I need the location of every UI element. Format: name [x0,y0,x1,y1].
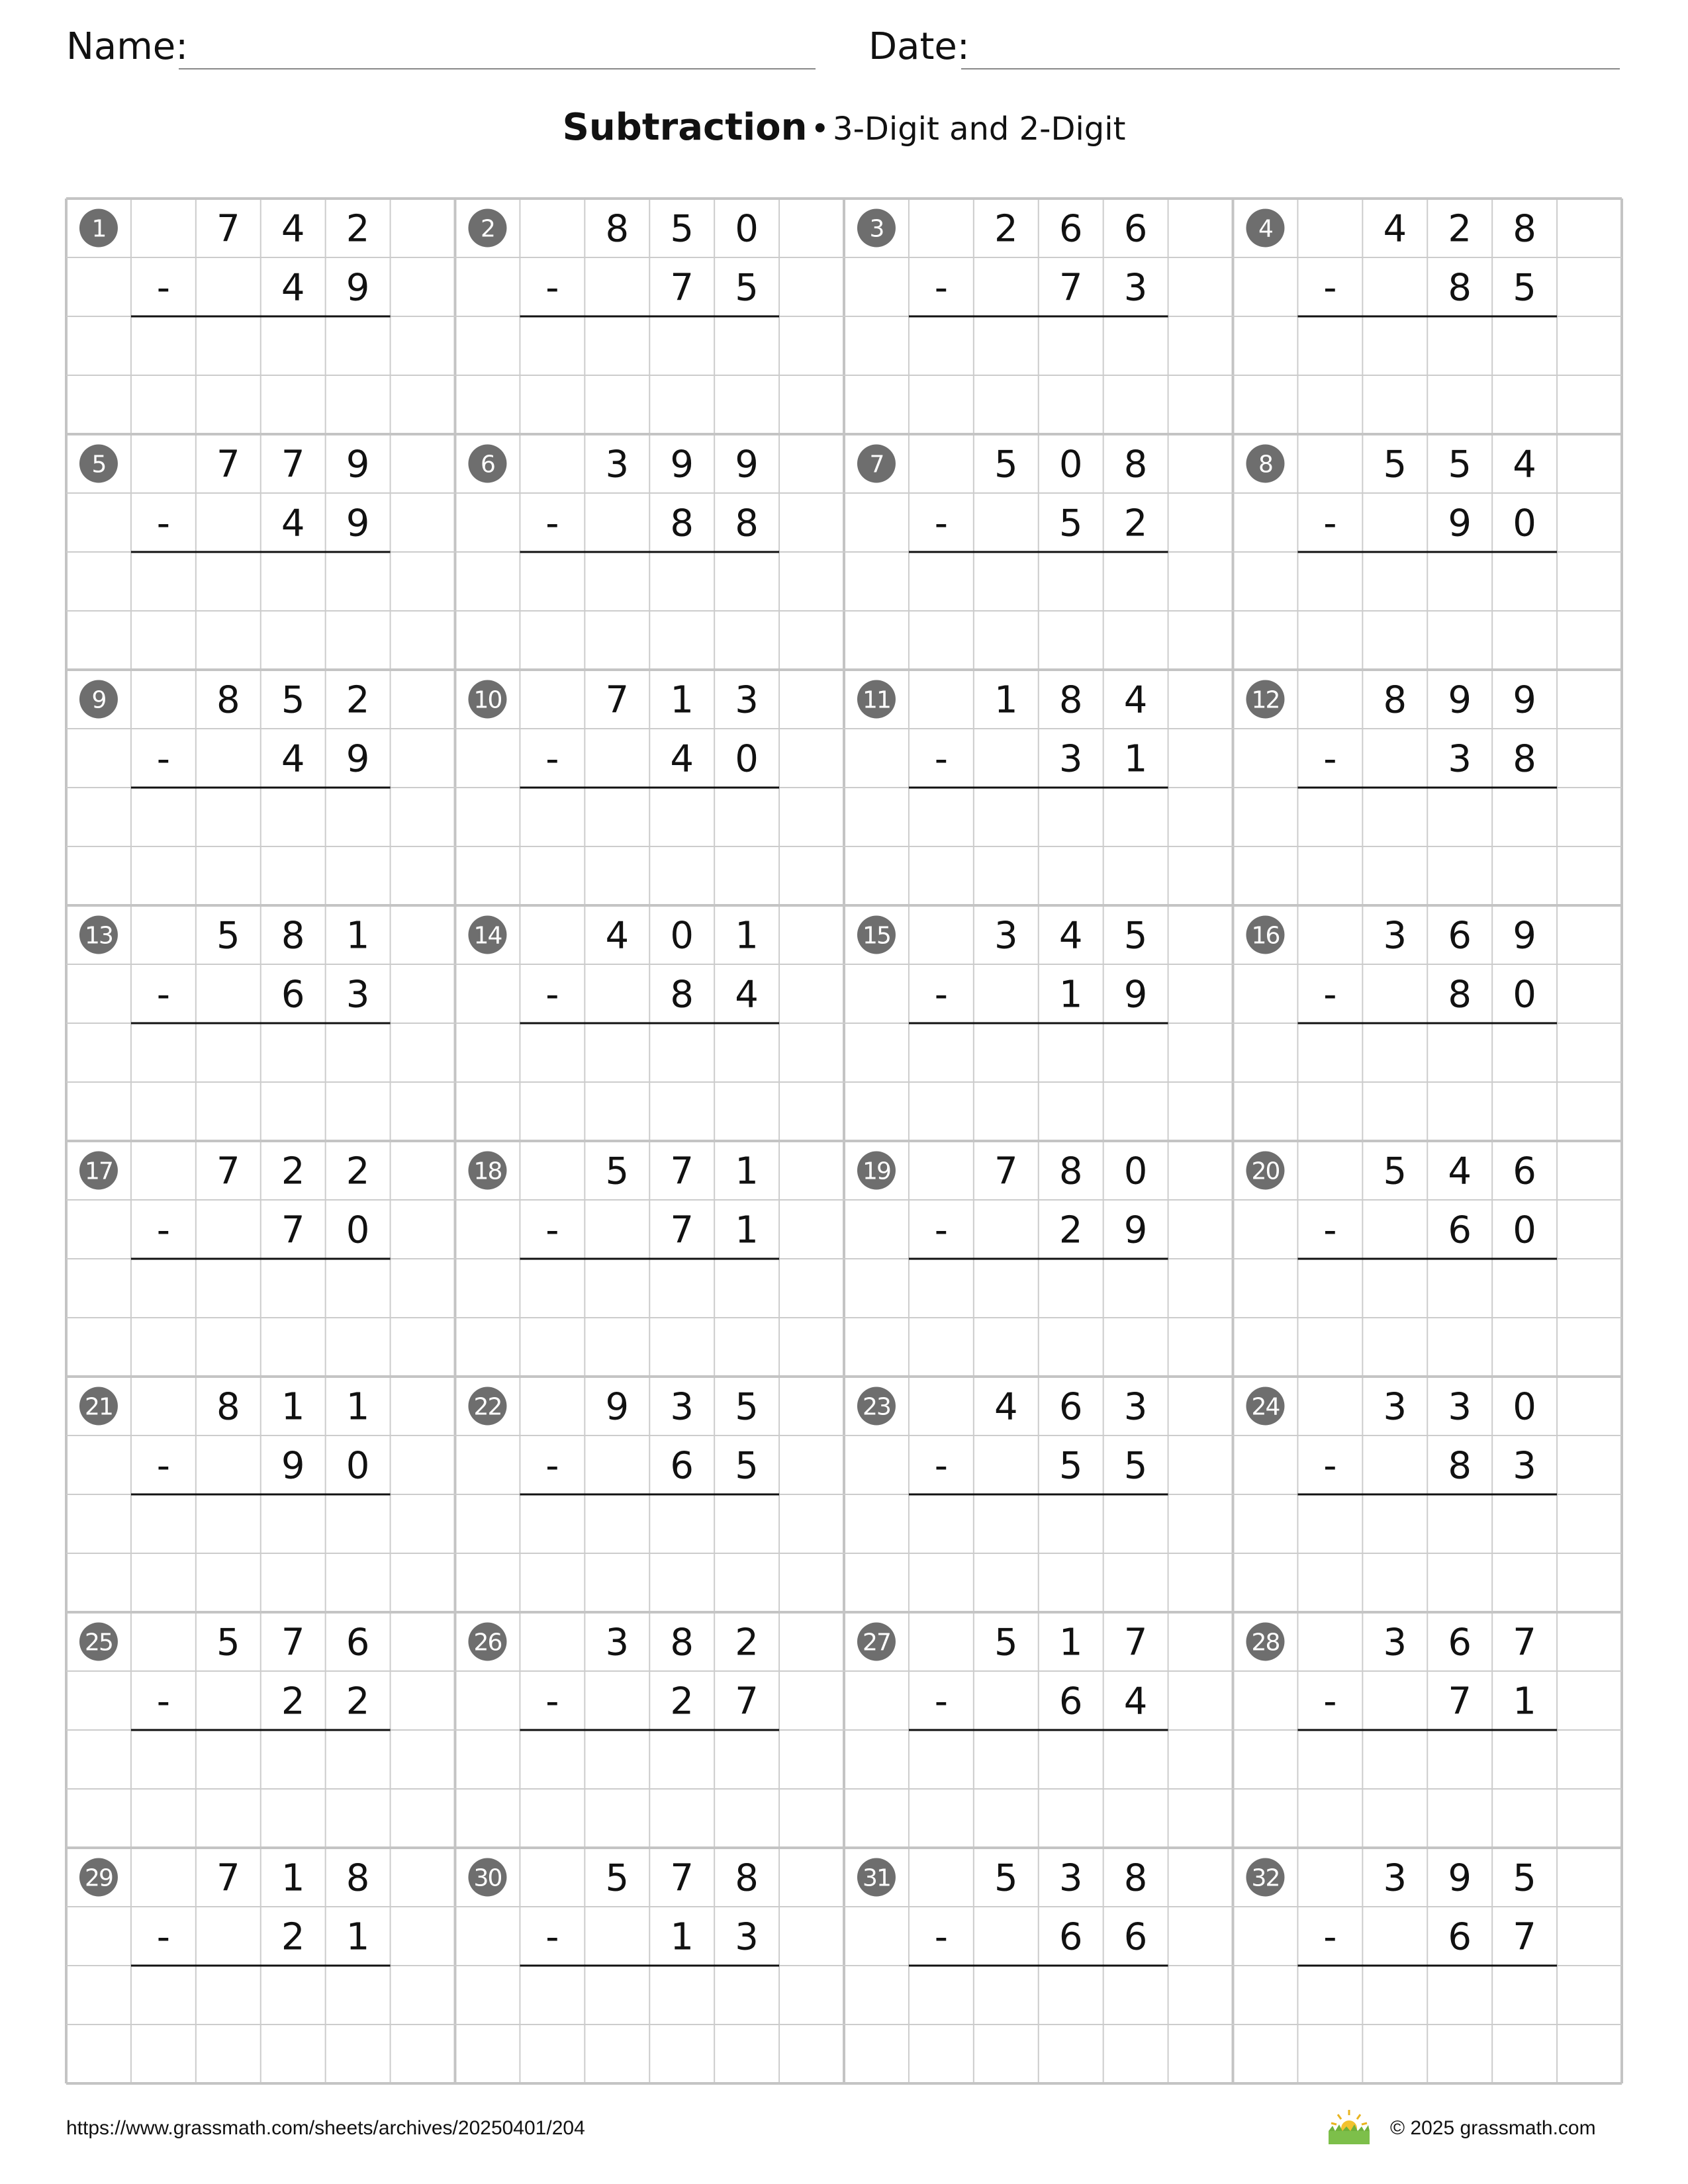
minus-sign: - [1323,1680,1337,1723]
problem-27 [857,1621,1168,1731]
minus-sign: - [934,1444,948,1488]
minus-sign: - [1323,973,1337,1017]
minus-sign: - [934,737,948,781]
subtitle-bullet: • [810,111,829,148]
minus-sign: - [156,1444,170,1488]
problem-number: 28 [1251,1629,1280,1657]
minuend-digit: 1 [670,678,694,722]
problem-number: 27 [863,1629,890,1657]
subtrahend-digit: 7 [670,266,694,310]
minus-sign: - [545,1208,559,1252]
subtrahend-digit: 4 [1123,1680,1148,1723]
minuend-digit: 2 [346,1150,370,1193]
minuend-digit: 2 [735,1621,759,1664]
minuend-digit: 6 [1513,1150,1536,1193]
problem-28 [1246,1621,1557,1731]
subtrahend-digit: 9 [346,737,370,781]
problem-number: 22 [473,1393,502,1421]
problem-26 [468,1621,779,1731]
subtrahend-digit: 3 [1123,266,1148,310]
minuend-digit: 8 [1058,678,1083,722]
subtrahend-digit: 5 [1123,1444,1148,1488]
subtrahend-digit: 2 [670,1680,694,1723]
subtrahend-digit: 7 [1058,266,1083,310]
problem-17 [79,1150,391,1259]
minus-sign: - [934,266,948,310]
minuend-digit: 0 [735,207,759,251]
subtrahend-digit: 9 [281,1444,305,1488]
problem-5 [79,443,391,553]
minuend-digit: 4 [994,1385,1018,1429]
subtrahend-digit: 9 [346,502,370,545]
minuend-digit: 9 [1448,678,1472,722]
minuend-digit: 3 [1123,1385,1148,1429]
minuend-digit: 0 [1058,443,1083,486]
minuend-digit: 3 [735,678,759,722]
minuend-digit: 5 [1383,1150,1407,1193]
minuend-digit: 3 [1383,1385,1407,1429]
subtrahend-digit: 5 [735,1444,759,1488]
problem-22 [468,1386,779,1495]
minuend-digit: 1 [346,1385,370,1429]
subtrahend-digit: 3 [735,1915,759,1959]
minuend-digit: 3 [605,443,630,486]
minuend-digit: 7 [994,1150,1018,1193]
minuend-digit: 5 [994,1621,1018,1664]
subtrahend-digit: 2 [281,1680,305,1723]
minuend-digit: 1 [346,914,370,958]
subtrahend-digit: 3 [1513,1444,1536,1488]
subtrahend-digit: 6 [1058,1680,1083,1723]
minuend-digit: 5 [216,914,240,958]
minuend-digit: 7 [216,1150,240,1193]
subtrahend-digit: 2 [1058,1208,1083,1252]
minuend-digit: 6 [1448,914,1472,958]
minuend-digit: 5 [1513,1856,1536,1900]
subtitle-text: 3-Digit and 2-Digit [833,111,1126,148]
minuend-digit: 9 [1513,678,1536,722]
minus-sign: - [934,1915,948,1959]
subtrahend-digit: 8 [1513,737,1536,781]
minuend-digit: 7 [670,1856,694,1900]
minuend-digit: 3 [670,1385,694,1429]
minuend-digit: 5 [605,1856,630,1900]
minuend-digit: 9 [1513,914,1536,958]
minuend-digit: 5 [605,1150,630,1193]
minuend-digit: 7 [281,1621,305,1664]
subtrahend-digit: 4 [735,973,759,1017]
problem-24 [1246,1386,1557,1495]
subtrahend-digit: 9 [1123,1208,1148,1252]
minuend-digit: 5 [994,443,1018,486]
subtrahend-digit: 1 [670,1915,694,1959]
subtrahend-digit: 4 [281,737,305,781]
minuend-digit: 8 [670,1621,694,1664]
minuend-digit: 2 [281,1150,305,1193]
subtrahend-digit: 4 [281,266,305,310]
problem-32 [1246,1857,1557,1966]
minuend-digit: 8 [1383,678,1407,722]
problem-29 [79,1857,391,1966]
minus-sign: - [1323,737,1337,781]
problem-number: 20 [1251,1158,1280,1185]
problem-25 [79,1621,391,1731]
problem-16 [1246,915,1557,1024]
minus-sign: - [156,973,170,1017]
minuend-digit: 5 [1383,443,1407,486]
minus-sign: - [156,1680,170,1723]
subtrahend-digit: 5 [1058,1444,1083,1488]
subtrahend-digit: 5 [1513,266,1536,310]
minus-sign: - [156,1208,170,1252]
subtrahend-digit: 8 [1448,1444,1472,1488]
subtrahend-digit: 9 [1448,502,1472,545]
problem-18 [468,1150,779,1259]
subtrahend-digit: 1 [1058,973,1083,1017]
subtrahend-digit: 6 [281,973,305,1017]
minuend-digit: 6 [1448,1621,1472,1664]
minuend-digit: 0 [670,914,694,958]
minuend-digit: 8 [1123,443,1148,486]
problem-number: 31 [863,1864,890,1892]
subtrahend-digit: 0 [1513,1208,1536,1252]
subtrahend-digit: 5 [735,266,759,310]
minuend-digit: 7 [216,1856,240,1900]
problem-19 [857,1150,1168,1259]
problem-7 [857,443,1168,553]
minuend-digit: 1 [1058,1621,1083,1664]
minus-sign: - [1323,1444,1337,1488]
problem-number: 14 [473,922,502,950]
problem-14 [468,915,779,1024]
title-text: Subtraction [562,106,808,149]
minuend-digit: 8 [1123,1856,1148,1900]
minuend-digit: 6 [1058,1385,1083,1429]
minuend-digit: 5 [670,207,694,251]
problem-number: 17 [85,1158,113,1185]
subtrahend-digit: 8 [1448,266,1472,310]
minuend-digit: 3 [1383,1621,1407,1664]
minuend-digit: 7 [670,1150,694,1193]
problem-number: 23 [863,1393,890,1421]
problem-number: 13 [85,922,113,950]
subtrahend-digit: 4 [281,502,305,545]
problem-2 [468,208,779,317]
minuend-digit: 7 [216,443,240,486]
minuend-digit: 4 [1513,443,1536,486]
problems [79,208,1557,1966]
minuend-digit: 5 [1123,914,1148,958]
problem-number: 1 [91,215,106,243]
date-label: Date: [868,25,970,68]
subtrahend-digit: 3 [1058,737,1083,781]
minuend-digit: 2 [994,207,1018,251]
minus-sign: - [1323,266,1337,310]
minuend-digit: 5 [281,678,305,722]
minuend-digit: 1 [735,1150,759,1193]
minuend-digit: 9 [735,443,759,486]
subtrahend-digit: 1 [346,1915,370,1959]
problem-number: 10 [473,686,502,714]
minuend-digit: 6 [1058,207,1083,251]
subtrahend-digit: 2 [281,1915,305,1959]
minuend-digit: 9 [670,443,694,486]
problem-8 [1246,443,1557,553]
minuend-digit: 8 [216,1385,240,1429]
minus-sign: - [156,266,170,310]
minus-sign: - [156,737,170,781]
subtrahend-digit: 8 [1448,973,1472,1017]
problem-23 [857,1386,1168,1495]
subtrahend-digit: 0 [346,1208,370,1252]
problem-number: 30 [473,1864,502,1892]
minuend-digit: 4 [605,914,630,958]
minus-sign: - [545,1680,559,1723]
problem-number: 21 [85,1393,113,1421]
minuend-digit: 7 [605,678,630,722]
minuend-digit: 9 [605,1385,630,1429]
minuend-digit: 7 [1123,1621,1148,1664]
minuend-digit: 0 [1513,1385,1536,1429]
problem-number: 18 [473,1158,502,1185]
problem-number: 24 [1251,1393,1280,1421]
minuend-digit: 0 [1123,1150,1148,1193]
problem-number: 7 [869,451,884,478]
problem-number: 4 [1258,215,1272,243]
problem-11 [857,679,1168,788]
problem-number: 15 [863,922,890,950]
minuend-digit: 1 [281,1385,305,1429]
minuend-digit: 4 [1448,1150,1472,1193]
subtrahend-digit: 7 [670,1208,694,1252]
minus-sign: - [545,502,559,545]
minus-sign: - [545,1444,559,1488]
minus-sign: - [545,973,559,1017]
minus-sign: - [156,502,170,545]
minuend-digit: 2 [1448,207,1472,251]
minuend-digit: 4 [1383,207,1407,251]
problem-number: 5 [91,451,106,478]
grass-sun-logo-icon [1326,2109,1372,2146]
minuend-digit: 5 [216,1621,240,1664]
subtrahend-digit: 6 [1448,1915,1472,1959]
minuend-digit: 4 [1123,678,1148,722]
minuend-digit: 7 [281,443,305,486]
subtrahend-digit: 1 [1513,1680,1536,1723]
problem-number: 12 [1251,686,1280,714]
minus-sign: - [545,1915,559,1959]
subtrahend-digit: 6 [1123,1915,1148,1959]
minus-sign: - [934,1208,948,1252]
subtrahend-digit: 1 [735,1208,759,1252]
problem-30 [468,1857,779,1966]
problem-4 [1246,208,1557,317]
subtrahend-digit: 9 [1123,973,1148,1017]
subtrahend-digit: 5 [1058,502,1083,545]
minuend-digit: 8 [216,678,240,722]
problem-31 [857,1857,1168,1966]
problem-number: 29 [85,1864,113,1892]
minuend-digit: 6 [346,1621,370,1664]
minus-sign: - [934,1680,948,1723]
minuend-digit: 9 [1448,1856,1472,1900]
minuend-digit: 1 [994,678,1018,722]
minuend-digit: 5 [1448,443,1472,486]
problem-number: 26 [473,1629,502,1657]
problem-number: 6 [481,451,494,478]
minuend-digit: 5 [735,1385,759,1429]
problem-number: 16 [1251,922,1280,950]
subtrahend-digit: 3 [346,973,370,1017]
subtrahend-digit: 2 [1123,502,1148,545]
footer-copyright: © 2025 grassmath.com [1390,2117,1596,2139]
problem-21 [79,1386,391,1495]
minuend-digit: 8 [1058,1150,1083,1193]
minuend-digit: 7 [1513,1621,1536,1664]
subtrahend-digit: 6 [1058,1915,1083,1959]
problem-number: 11 [863,686,890,714]
minus-sign: - [545,266,559,310]
minuend-digit: 1 [281,1856,305,1900]
minuend-digit: 8 [346,1856,370,1900]
minuend-digit: 2 [346,207,370,251]
problem-1 [79,208,391,317]
subtrahend-digit: 6 [1448,1208,1472,1252]
subtrahend-digit: 1 [1123,737,1148,781]
subtrahend-digit: 7 [281,1208,305,1252]
subtrahend-digit: 7 [1448,1680,1472,1723]
problem-3 [857,208,1168,317]
minuend-digit: 3 [1383,914,1407,958]
subtrahend-digit: 0 [735,737,759,781]
minuend-digit: 3 [1383,1856,1407,1900]
minuend-digit: 9 [346,443,370,486]
subtrahend-digit: 6 [670,1444,694,1488]
problem-20 [1246,1150,1557,1259]
minus-sign: - [1323,1915,1337,1959]
subtrahend-digit: 8 [735,502,759,545]
subtrahend-digit: 2 [346,1680,370,1723]
minuend-digit: 8 [735,1856,759,1900]
problem-9 [79,679,391,788]
minuend-digit: 4 [281,207,305,251]
minuend-digit: 8 [605,207,630,251]
problem-10 [468,679,779,788]
problem-13 [79,915,391,1024]
subtrahend-digit: 0 [346,1444,370,1488]
problem-number: 25 [85,1629,113,1657]
minus-sign: - [545,737,559,781]
minus-sign: - [1323,502,1337,545]
minuend-digit: 3 [994,914,1018,958]
minuend-digit: 5 [994,1856,1018,1900]
problem-number: 19 [863,1158,890,1185]
subtrahend-digit: 9 [346,266,370,310]
minuend-digit: 8 [281,914,305,958]
minuend-digit: 2 [346,678,370,722]
problem-number: 3 [869,215,884,243]
minuend-digit: 7 [216,207,240,251]
problem-15 [857,915,1168,1024]
subtrahend-digit: 8 [670,502,694,545]
minuend-digit: 3 [1058,1856,1083,1900]
subtrahend-digit: 7 [735,1680,759,1723]
minus-sign: - [156,1915,170,1959]
problem-number: 9 [91,686,106,714]
problem-12 [1246,679,1557,788]
subtrahend-digit: 0 [1513,502,1536,545]
subtrahend-digit: 4 [670,737,694,781]
name-label: Name: [66,25,189,68]
minuend-digit: 6 [1123,207,1148,251]
minuend-digit: 4 [1058,914,1083,958]
problem-number: 8 [1258,451,1272,478]
problem-number: 2 [481,215,494,243]
subtrahend-digit: 0 [1513,973,1536,1017]
minuend-digit: 3 [605,1621,630,1664]
minuend-digit: 3 [1448,1385,1472,1429]
subtrahend-digit: 3 [1448,737,1472,781]
minuend-digit: 8 [1513,207,1536,251]
minus-sign: - [934,973,948,1017]
minus-sign: - [934,502,948,545]
subtrahend-digit: 8 [670,973,694,1017]
problem-number: 32 [1251,1864,1280,1892]
minuend-digit: 1 [735,914,759,958]
minus-sign: - [1323,1208,1337,1252]
footer-url: https://www.grassmath.com/sheets/archives/20250401/204 [66,2117,585,2139]
subtrahend-digit: 7 [1513,1915,1536,1959]
problem-6 [468,443,779,553]
